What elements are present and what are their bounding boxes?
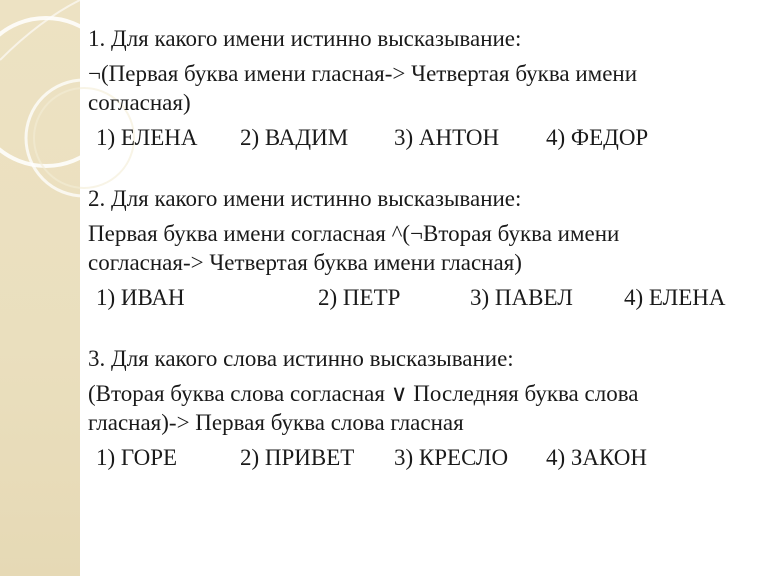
question-1-option-3: 3) АНТОН [394, 125, 500, 150]
question-2-option-2: 2) ПЕТР [318, 285, 401, 310]
question-1-options [88, 123, 758, 152]
question-2-option-4: 4) ЕЛЕНА [624, 285, 726, 310]
question-3-prompt: 3. Для какого слова истинно высказывание: [88, 346, 514, 371]
question-3-statement-line-1: (Вторая буква слова согласная ∨ Последняя буква слова [88, 381, 639, 406]
question-2-option-1: 1) ИВАН [96, 285, 185, 310]
question-1-prompt: 1. Для какого имени истинно высказывание: [88, 26, 522, 51]
question-3-option-2: 2) ПРИВЕТ [240, 445, 355, 470]
question-1-option-1: 1) ЕЛЕНА [96, 125, 198, 150]
question-3-options [88, 443, 758, 472]
question-2-option-3: 3) ПАВЕЛ [470, 285, 573, 310]
question-3-statement-line-2: гласная)-> Первая буква слова гласная [88, 410, 464, 435]
question-1-option-2: 2) ВАДИМ [240, 125, 349, 150]
question-3-option-1: 1) ГОРЕ [96, 445, 178, 470]
question-1-option-4: 4) ФЕДОР [546, 125, 649, 150]
slide-content [88, 24, 758, 472]
question-2-options [88, 283, 758, 312]
question-2-statement-line-1: Первая буква имени согласная ^(¬Вторая буква имени [88, 221, 620, 246]
question-1-statement-line-1: ¬(Первая буква имени гласная-> Четвертая буква имени [88, 61, 638, 86]
question-1-statement-line-2: согласная) [88, 90, 191, 115]
question-2-prompt: 2. Для какого имени истинно высказывание: [88, 186, 522, 211]
decorative-side-panel [0, 0, 80, 576]
question-3-option-4: 4) ЗАКОН [546, 445, 648, 470]
question-2-statement-line-2: согласная-> Четвертая буква имени гласная) [88, 250, 522, 275]
question-3-option-3: 3) КРЕСЛО [394, 445, 509, 470]
